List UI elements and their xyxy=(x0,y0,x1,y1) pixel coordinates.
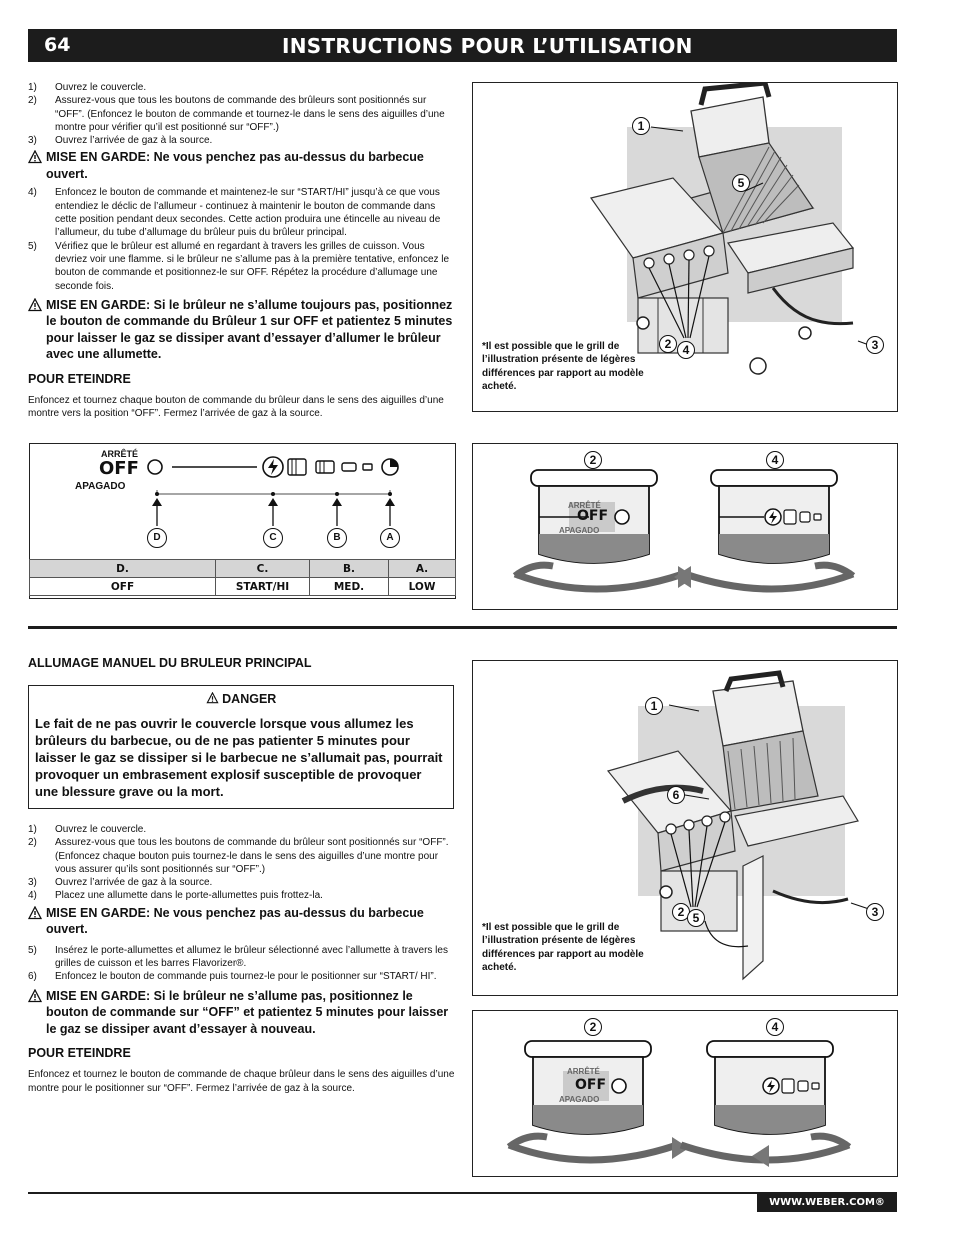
table-header: A. xyxy=(389,560,456,578)
dial-label-off: OFF xyxy=(577,508,609,524)
callout-3: 3 xyxy=(866,336,884,354)
dial-label-arrete: ARRÊTÉ xyxy=(567,1067,600,1076)
callout-5: 5 xyxy=(687,909,705,927)
table-cell: MED. xyxy=(310,578,389,596)
table-cell: OFF xyxy=(30,578,216,596)
callout-3: 3 xyxy=(866,903,884,921)
callout-2: 2 xyxy=(584,451,602,469)
warning-lean: MISE EN GARDE: Ne vous penchez pas au-dessus du barbecue ouvert. xyxy=(28,149,456,182)
callout-4: 4 xyxy=(766,1018,784,1036)
list-item: 1) Ouvrez le couvercle. xyxy=(28,82,147,93)
callout-5: 5 xyxy=(732,174,750,192)
warning-lean: MISE EN GARDE: Ne vous penchez pas au-dessus du barbecue ouvert. xyxy=(28,905,456,938)
warning-triangle-icon xyxy=(206,692,219,704)
callout-2: 2 xyxy=(659,335,677,353)
warning-triangle-icon xyxy=(28,150,42,164)
page-header xyxy=(28,29,897,62)
list-item: 1) Ouvrez le couvercle. xyxy=(28,824,147,835)
position-c: C xyxy=(263,528,283,548)
knob-positions-table xyxy=(29,559,456,596)
position-a: A xyxy=(380,528,400,548)
position-b: B xyxy=(327,528,347,548)
table-header: D. xyxy=(30,560,216,578)
section-divider xyxy=(28,626,897,629)
knob-illustration xyxy=(473,444,897,609)
website-url[interactable]: WWW.WEBER.COM® xyxy=(757,1194,897,1212)
section-heading: POUR ETEINDRE xyxy=(28,371,131,386)
dial-label-apagado: APAGADO xyxy=(559,526,600,535)
warning-triangle-icon xyxy=(28,298,42,312)
warning-triangle-icon xyxy=(28,989,42,1003)
grill-figure-1 xyxy=(472,82,898,412)
list-item: 5) Insérez le porte-allumettes et allumez le brûleur sélectionné avec l’allumette à travers les grilles de cuisson et les barres Flavorizer®. xyxy=(28,944,448,970)
warning-retry: MISE EN GARDE: Si le brûleur ne s’allume toujours pas, positionnez le bouton de commande du Brûleur 1 sur OFF et patientez 5 minutes pour laisser le gaz se dissiper avant d’essayer d’allumer le brûleur avec une allumette. xyxy=(28,297,456,363)
section-heading: POUR ETEINDRE xyxy=(28,1046,131,1061)
danger-text: Le fait de ne pas ouvrir le couvercle lorsque vous allumez les brûleurs du barbecue, ou de ne pas patienter 5 minutes pour laisser le gaz se dissiper si le barbecue ne s’allumait pas, pourrait provoquer un embrasement explosif susceptible de provoquer une blessure grave ou la mort. xyxy=(35,716,443,799)
grill-figure-2 xyxy=(472,660,898,996)
list-item: 4) Placez une allumette dans le porte-allumettes puis frottez-la. xyxy=(28,890,323,902)
dial-label-apagado: APAGADO xyxy=(559,1095,600,1104)
section2-text xyxy=(28,823,456,1095)
section1-text xyxy=(28,81,456,421)
off-instructions: Enfoncez et tournez le bouton de commande de chaque brûleur dans le sens des aiguilles d’une montre pour le positionner sur “OFF”. Fermez l’arrivée de gaz à la source. xyxy=(28,1069,455,1094)
callout-2: 2 xyxy=(672,903,690,921)
list-item: 3) Ouvrez l’arrivée de gaz à la source. xyxy=(28,877,213,889)
table-cell: LOW xyxy=(389,578,456,596)
list-item: 3) Ouvrez l’arrivée de gaz à la source. xyxy=(28,135,213,147)
dial-label-arrete: ARRÊTÉ xyxy=(568,501,601,510)
list-item: 2) Assurez-vous que tous les boutons de commande des brûleurs sont positionnés sur “OFF”. (Enfoncez le bouton de commande et tournez-le dans le sens des aiguilles d’une montre pour vérifier qu’il est positionné sur “OFF”.) xyxy=(28,95,445,133)
label-arrete: ARRÊTÉ xyxy=(101,449,139,459)
warning-triangle-icon xyxy=(28,906,42,920)
danger-box xyxy=(28,685,454,809)
table-cell: START/HI xyxy=(216,578,310,596)
callout-1: 1 xyxy=(645,697,663,715)
list-item: 2) Assurez-vous que tous les boutons de commande du brûleur sont positionnés sur “OFF”. (Enfoncez chaque bouton puis tournez-le dans le sens des aiguilles d’une montre pour vous assurer qu’ils sont positionnés sur “OFF”.) xyxy=(28,837,449,875)
off-instructions: Enfoncez et tournez chaque bouton de commande du brûleur dans le sens des aiguilles d’une montre vers la position “OFF”. Fermez l’arrivée de gaz à la source. xyxy=(28,395,444,420)
callout-4: 4 xyxy=(677,341,695,359)
position-d: D xyxy=(147,528,167,548)
table-header: C. xyxy=(216,560,310,578)
callout-6: 6 xyxy=(667,786,685,804)
callout-4: 4 xyxy=(766,451,784,469)
dial-label-off: OFF xyxy=(575,1077,607,1093)
list-item: 6) Enfoncez le bouton de commande puis tournez-le pour le positionner sur “START/ HI”. xyxy=(28,971,437,983)
section2-heading: ALLUMAGE MANUEL DU BRULEUR PRINCIPAL xyxy=(28,656,312,670)
knob-illustration xyxy=(473,1011,897,1176)
table-header: B. xyxy=(310,560,389,578)
figure-note: *Il est possible que le grill de l’illustration présente de légères différences par rapport au modèle acheté. xyxy=(482,922,644,973)
knob-figure-1 xyxy=(472,443,898,610)
danger-title: DANGER xyxy=(222,692,277,706)
danger-title-row xyxy=(29,692,453,706)
page-number: 64 xyxy=(44,34,71,56)
label-apagado: APAGADO xyxy=(75,481,126,492)
list-item: 5) Vérifiez que le brûleur est allumé en regardant à travers les grilles de cuisson. Vous devriez voir une flamme. si le brûleur ne s’allume pas à la première tentative, enfoncez le bouton de commande et positionnez-le sur OFF. Répétez la procédure d’allumage une seconde fois. xyxy=(28,240,450,292)
figure-note: *Il est possible que le grill de l’illustration présente de légères différences par rapport au modèle acheté. xyxy=(482,341,644,392)
page-title: INSTRUCTIONS POUR L’UTILISATION xyxy=(282,34,693,58)
warning-retry: MISE EN GARDE: Si le brûleur ne s’allume pas, positionnez le bouton de commande sur “OFF” et patientez 5 minutes pour laisser le gaz se dissiper avant d’essayer à nouveau. xyxy=(28,988,456,1038)
label-off: OFF xyxy=(99,458,139,479)
callout-2: 2 xyxy=(584,1018,602,1036)
list-item: 4) Enfoncez le bouton de commande et maintenez-le sur “START/HI” jusqu’à ce que vous entendiez le déclic de l’allumeur - continuez à maintenir le bouton de commande dans cette position pendant deux secondes. Cette action produira une étincelle au niveau de l’allumeur, du tube d’allumage du brûleur puis du brûleur principal. xyxy=(28,187,441,239)
knob-figure-2 xyxy=(472,1010,898,1177)
callout-1: 1 xyxy=(632,117,650,135)
